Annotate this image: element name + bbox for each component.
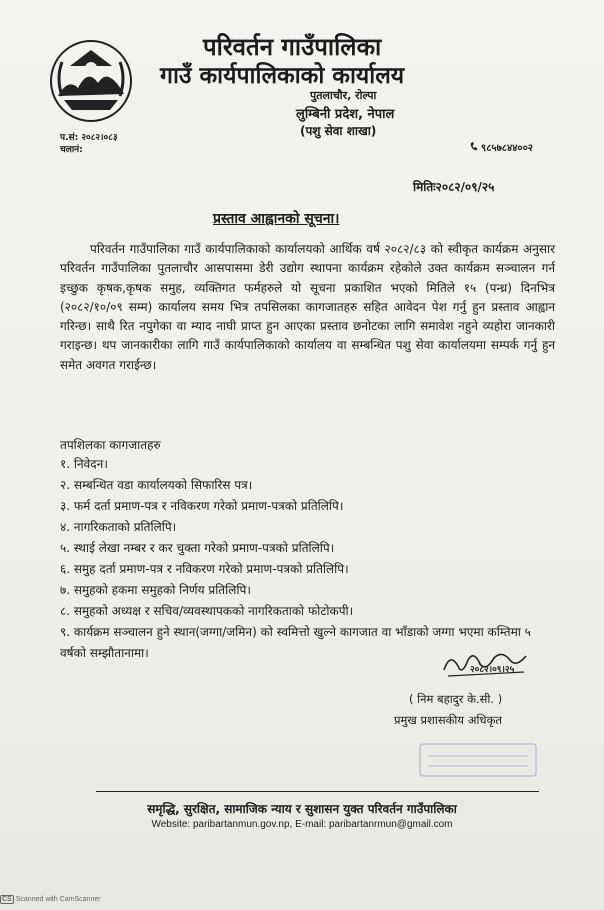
list-item: ३. फर्म दर्ता प्रमाण-पत्र र नविकरण गरेको प्रमाण-पत्रको प्रतिलिपि।	[60, 499, 344, 513]
list-item: १. निवेदन।	[60, 457, 108, 471]
documents-list-title: तपशिलका कागजातहरु	[60, 438, 161, 452]
letter-date: मितिः२०८२/०९/२५	[413, 180, 495, 194]
phone-icon	[470, 142, 478, 151]
scanner-watermark	[0, 895, 101, 904]
list-item: ७. समुहको हकमा समुहको निर्णय प्रतिलिपि।	[60, 583, 251, 597]
address-line-2: लुम्बिनी प्रदेश, नेपाल	[296, 107, 395, 122]
list-item: ४. नागरिकताको प्रतिलिपि।	[60, 520, 177, 534]
branch-name: (पशु सेवा शाखा)	[300, 124, 377, 138]
letter-number: प.सं: २०८२।०८३	[60, 133, 118, 143]
list-item: ८. समुहको अध्यक्ष र सचिव/व्यवस्थापकको नागरिकताको फोटोकपी।	[60, 604, 354, 618]
signer-name: ( निम बहादुर के.सी. )	[409, 692, 503, 706]
footer-contact: Website: paribartanmun.gov.np, E-mail: paribartanrmun@gmail.com	[151, 819, 453, 830]
footer-divider	[96, 791, 539, 792]
list-item: ५. स्थाई लेखा नम्बर र कर चुक्ता गरेको प्रमाण-पत्रको प्रतिलिपि।	[60, 541, 335, 555]
list-item: ९. कार्यक्रम सञ्चालन हुने स्थान(जग्गा/जमिन) को स्वमित्तो खुल्ने कागजात वा भाँडाको जग्गा भएमा कम्तिमा ५ वर्षको सम्झौतानामा।	[60, 625, 531, 660]
signer-title: प्रमुख प्रशासकीय अधिकृत	[394, 713, 502, 727]
notice-body: परिवर्तन गाउँपालिका गाउँ कार्यपालिकाको कार्यालयको आर्थिक वर्ष २०८२/८३ को स्वीकृत कार्यक्रम अनुसार परिवर्तन गाउँपालिका पुतलाचौर आसपासमा डेरी उद्योग स्थापना कार्यक्रम रहेकोले उक्त कार्यक्रम सञ्चालन गर्न इच्छुक कृषक,कृषक समुह, व्यक्तिगत फर्महरुले यो सूचना प्रकाशित भएको मितिले १५ (पन्ध्र) दिनभित्र (२०८२/१०/०९ सम्म) कार्यालय समय भित्र तपसिलका कागजातहरु सहित आवेदन पेश गर्नु हुन प्रस्ताव आह्वान गरिन्छ। साथै रित नपुगेका वा म्याद नाघी प्राप्त हुन आएका प्रस्ताव छनोटका लागि समावेश नहुने व्यहोरा जानकारी गराइन्छ। थप जानकारीका लागि गाउँ कार्यपालिकाको कार्यालय वा सम्बन्धित पशु सेवा कार्यालयमा सम्पर्क गर्नु हुन समेत अवगत गराईन्छ।	[60, 242, 555, 372]
list-item: ६. समुह दर्ता प्रमाण-पत्र र नविकरण गरेको प्रमाण-पत्रको प्रतिलिपि।	[60, 562, 349, 576]
phone-number-block	[470, 140, 533, 154]
address-line-1: पुतलाचौर, रोल्पा	[310, 89, 377, 102]
office-title: गाउँ कार्यपालिकाको कार्यालय	[160, 63, 405, 89]
list-item: २. सम्बन्धित वडा कार्यालयको सिफारिस पत्र।	[60, 478, 253, 492]
official-stamp	[418, 742, 538, 778]
signature-date: २०८२।०९।२५	[470, 665, 515, 675]
documents-list	[60, 454, 555, 664]
camscanner-icon: CS	[2, 896, 12, 903]
phone-number: ९८५७८४४००२	[481, 143, 533, 154]
municipality-title: परिवर्तन गाउँपालिका	[203, 33, 382, 61]
footer-motto: समृद्धि, सुरक्षित, सामाजिक न्याय र सुशासन युक्त परिवर्तन गाउँपालिका	[147, 802, 457, 816]
notice-subject: प्रस्ताव आह्वानको सूचना।	[213, 211, 340, 227]
scanner-label: Scanned with CamScanner	[15, 896, 101, 903]
dispatch-number: चलानं:	[60, 145, 83, 155]
